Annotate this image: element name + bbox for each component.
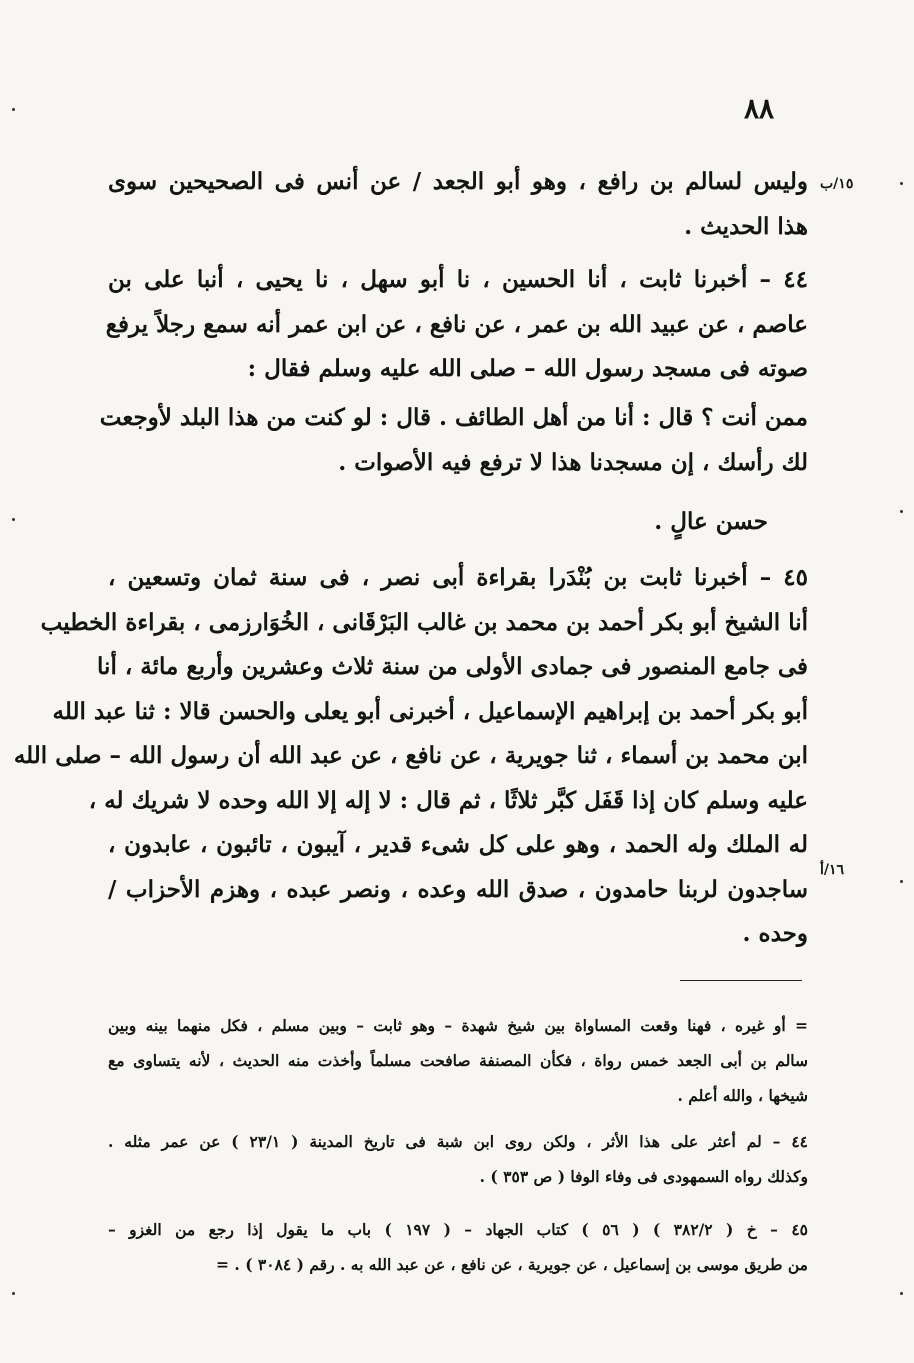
scan-speck: [12, 108, 15, 111]
footnote-line: ٤٥ – خ ( ٣٨٢/٢ ) ( ٥٦ ) كتاب الجهاد – ( ١٩٧ ) باب ما يقول إذا رجع من الغزو –: [108, 1220, 808, 1239]
text-line: عليه وسلم كان إذا قَفَل كبَّر ثلاثًا ، ثم قال : لا إله إلا الله وحده لا شريك له ،: [88, 786, 808, 814]
main-text-paragraph-intro: [108, 160, 808, 249]
scan-speck: [12, 518, 15, 521]
grade-text: حسن عالٍ .: [654, 508, 768, 535]
text-line: ممن أنت ؟ قال : أنا من أهل الطائف . قال : لو كنت من هذا البلد لأوجعت: [99, 404, 808, 431]
footnote-line: = أو غيره ، فهنا وقعت المساواة بين شيخ شهدة – وهو ثابت – وبين مسلم ، فكل منهما بينه وبين: [108, 1016, 808, 1035]
hadith-44-matn: [99, 396, 808, 485]
footnote-line: سالم بن أبى الجعد خمس رواة ، فكأن المصنفة صافحت مسلماً وأخذت منه الحديث ، لأنه يتساوى مع: [108, 1051, 808, 1070]
text-line: صوته فى مسجد رسول الله – صلى الله عليه وسلم فقال :: [247, 355, 808, 382]
text-line: ٤٤ – أخبرنا ثابت ، أنا الحسين ، نا أبو سهل ، نا يحيى ، أنبا على بن: [108, 266, 808, 293]
footnote-line: شيخها ، والله أعلم .: [677, 1086, 808, 1105]
page-number: ٨٨: [744, 92, 775, 125]
scan-speck: [900, 1292, 903, 1295]
scan-speck: [900, 510, 903, 513]
text-line: عاصم ، عن عبيد الله بن عمر ، عن نافع ، عن ابن عمر أنه سمع رجلاً يرفع: [105, 310, 808, 338]
footnote-continuation: [108, 1008, 808, 1113]
text-line: أنا الشيخ أبو بكر أحمد بن محمد بن غالب البَرْقَانى ، الخُوَارزمى ، بقراءة الخطيب: [40, 608, 808, 636]
text-line: فى جامع المنصور فى جمادى الأولى من سنة ثلاث وعشرين وأربع مائة ، أنا: [97, 653, 808, 680]
text-line: لك رأسك ، إن مسجدنا هذا لا ترفع فيه الأصوات .: [338, 448, 808, 476]
footnote-line: وكذلك رواه السمهودى فى وفاء الوفا ( ص ٣٥٣ ) .: [479, 1167, 808, 1186]
text-line: ٤٥ – أخبرنا ثابت بن بُنْدَرا بقراءة أبى نصر ، فى سنة ثمان وتسعين ،: [108, 564, 808, 591]
text-line: هذا الحديث .: [684, 212, 808, 240]
text-line: ابن محمد بن أسماء ، ثنا جويرية ، عن نافع ، عن عبد الله أن رسول الله – صلى الله: [13, 742, 808, 769]
text-line: له الملك وله الحمد ، وهو على كل شىء قدير ، آيبون ، تائبون ، عابدون ،: [108, 831, 808, 858]
margin-folio-note: ١٦/أ: [820, 862, 845, 878]
footnote-line: ٤٤ – لم أعثر على هذا الأثر ، ولكن روى ابن شبة فى تاريخ المدينة ( ٢٣/١ ) عن عمر مثله .: [108, 1132, 808, 1151]
margin-folio-note: ١٥/ب: [820, 176, 854, 192]
hadith-45: [13, 556, 808, 957]
footnote-separator: [680, 980, 802, 981]
footnote-44: [108, 1124, 808, 1194]
text-line: وليس لسالم بن رافع ، وهو أبو الجعد / عن أنس فى الصحيحين سوى: [108, 168, 808, 195]
scan-speck: [12, 1292, 15, 1295]
scan-speck: [900, 880, 903, 883]
text-line: وحده .: [742, 920, 808, 947]
text-line: أبو بكر أحمد بن إبراهيم الإسماعيل ، أخبرنى أبو يعلى والحسن قالا : ثنا عبد الله: [52, 697, 808, 725]
hadith-44-grade: [108, 500, 808, 545]
footnote-line: من طريق موسى بن إسماعيل ، عن جويرية ، عن نافع ، عن عبد الله به . رقم ( ٣٠٨٤ ) . =: [216, 1255, 808, 1274]
footnote-45: [108, 1212, 808, 1282]
text-line: ساجدون لربنا حامدون ، صدق الله وعده ، ونصر عبده ، وهزم الأحزاب /: [108, 875, 808, 903]
scan-speck: [900, 182, 903, 185]
hadith-44: [105, 258, 808, 392]
